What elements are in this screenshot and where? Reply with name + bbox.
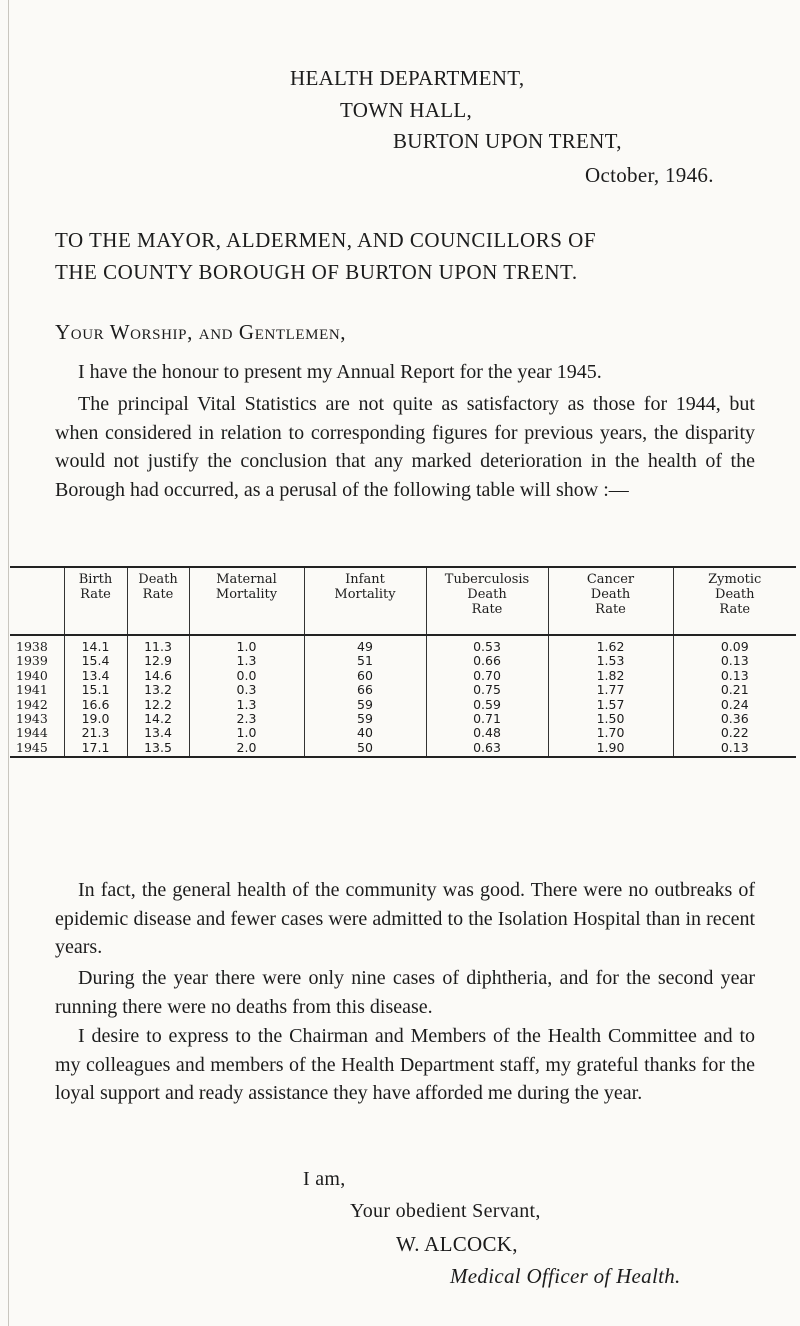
- intro-paragraph-1: [55, 358, 755, 387]
- value-cell: 0.48: [426, 726, 548, 740]
- header-date: October, 1946.: [585, 163, 714, 187]
- signature-name: W. ALCOCK,: [396, 1232, 518, 1256]
- value-cell: 59: [304, 712, 426, 726]
- intro-paragraph-1-text: I have the honour to present my Annual Report for the year 1945.: [78, 361, 602, 383]
- value-cell: 14.1: [64, 635, 127, 654]
- year-cell: 1942: [16, 696, 48, 712]
- value-cell: 0.0: [189, 669, 304, 683]
- value-cell: 40: [304, 726, 426, 740]
- table-row: [10, 635, 796, 654]
- value-cell: 51: [304, 654, 426, 668]
- year-cell: 1940: [16, 667, 48, 683]
- value-cell: 11.3: [127, 635, 189, 654]
- value-cell: 13.4: [127, 726, 189, 740]
- value-cell: 2.0: [189, 741, 304, 757]
- value-cell: 13.2: [127, 683, 189, 697]
- body-paragraph-1-text: In fact, the general health of the community was good. There were no outbreaks of epidemic disease and fewer cases were admitted to the Isolation Hospital than in recent years.: [55, 879, 755, 958]
- value-cell: 1.62: [548, 635, 673, 654]
- value-cell: 12.2: [127, 698, 189, 712]
- value-cell: 12.9: [127, 654, 189, 668]
- body-paragraph-2: [55, 964, 755, 1021]
- value-cell: 0.22: [673, 726, 796, 740]
- value-cell: 0.21: [673, 683, 796, 697]
- table-row: [10, 726, 796, 740]
- value-cell: 50: [304, 741, 426, 757]
- year-cell: 1941: [16, 682, 48, 698]
- column-header: Zymotic Death Rate: [673, 567, 796, 635]
- column-header: Cancer Death Rate: [548, 567, 673, 635]
- value-cell: 66: [304, 683, 426, 697]
- value-cell: 13.5: [127, 741, 189, 757]
- value-cell: 0.53: [426, 635, 548, 654]
- addressee-line-2: THE COUNTY BOROUGH OF BURTON UPON TRENT.: [55, 260, 578, 284]
- value-cell: 14.6: [127, 669, 189, 683]
- value-cell: 0.13: [673, 741, 796, 757]
- value-cell: 13.4: [64, 669, 127, 683]
- value-cell: 0.09: [673, 635, 796, 654]
- value-cell: 59: [304, 698, 426, 712]
- value-cell: 0.3: [189, 683, 304, 697]
- value-cell: 0.71: [426, 712, 548, 726]
- value-cell: 0.59: [426, 698, 548, 712]
- value-cell: 1.90: [548, 741, 673, 757]
- column-header: [10, 567, 64, 635]
- value-cell: 0.36: [673, 712, 796, 726]
- value-cell: 60: [304, 669, 426, 683]
- value-cell: 1.82: [548, 669, 673, 683]
- table-row: [10, 683, 796, 697]
- value-cell: 1.0: [189, 635, 304, 654]
- value-cell: 1.3: [189, 698, 304, 712]
- value-cell: 0.70: [426, 669, 548, 683]
- closing-line-2: Your obedient Servant,: [350, 1200, 541, 1222]
- table-row: [10, 712, 796, 726]
- value-cell: 15.1: [64, 683, 127, 697]
- body-paragraph-1: [55, 876, 755, 962]
- body-paragraph-3: [55, 1022, 755, 1108]
- header-line-1: HEALTH DEPARTMENT,: [290, 66, 525, 90]
- value-cell: 49: [304, 635, 426, 654]
- table-body: [10, 635, 796, 757]
- value-cell: 2.3: [189, 712, 304, 726]
- value-cell: 19.0: [64, 712, 127, 726]
- year-cell: 1944: [16, 725, 48, 741]
- value-cell: 0.63: [426, 741, 548, 757]
- column-header: Infant Mortality: [304, 567, 426, 635]
- value-cell: 1.70: [548, 726, 673, 740]
- value-cell: 0.13: [673, 654, 796, 668]
- header-line-2: TOWN HALL,: [340, 98, 473, 122]
- value-cell: 1.53: [548, 654, 673, 668]
- signature-title: Medical Officer of Health.: [450, 1264, 681, 1288]
- year-cell: 1943: [16, 711, 48, 727]
- value-cell: 16.6: [64, 698, 127, 712]
- vital-statistics-table: [10, 566, 796, 758]
- value-cell: 0.13: [673, 669, 796, 683]
- value-cell: 15.4: [64, 654, 127, 668]
- salutation: Your Worship, and Gentlemen,: [55, 320, 347, 344]
- body-paragraph-2-text: During the year there were only nine cases of diphtheria, and for the second year running there were no deaths from this disease.: [55, 967, 755, 1018]
- table-row: [10, 698, 796, 712]
- year-cell: 1945: [16, 739, 48, 755]
- column-header: Birth Rate: [64, 567, 127, 635]
- value-cell: 1.77: [548, 683, 673, 697]
- value-cell: 1.0: [189, 726, 304, 740]
- value-cell: 1.50: [548, 712, 673, 726]
- table-row: [10, 654, 796, 668]
- closing-line-1: I am,: [303, 1168, 346, 1190]
- page-edge: [8, 0, 9, 1326]
- intro-paragraph-2-text: The principal Vital Statistics are not quite as satisfactory as those for 1944, but when considered in relation to corresponding figures for previous years, the disparity would not justify the conclusion that any marked deterioration in the health of the Borough had occurred, as a perusal of the following table will show :—: [55, 393, 755, 501]
- body-paragraph-3-text: I desire to express to the Chairman and Members of the Health Committee and to my colleagues and members of the Health Department staff, my grateful thanks for the loyal support and ready assistance they have afforded me during the year.: [55, 1025, 755, 1104]
- value-cell: 0.75: [426, 683, 548, 697]
- value-cell: 0.66: [426, 654, 548, 668]
- table-header-row: [10, 567, 796, 635]
- column-header: Maternal Mortality: [189, 567, 304, 635]
- value-cell: 21.3: [64, 726, 127, 740]
- header-line-3: BURTON UPON TRENT,: [393, 129, 622, 153]
- value-cell: 1.57: [548, 698, 673, 712]
- value-cell: 0.24: [673, 698, 796, 712]
- addressee-line-1: TO THE MAYOR, ALDERMEN, AND COUNCILLORS OF: [55, 228, 596, 252]
- table-row: [10, 741, 796, 757]
- value-cell: 14.2: [127, 712, 189, 726]
- table-row: [10, 669, 796, 683]
- value-cell: 17.1: [64, 741, 127, 757]
- value-cell: 1.3: [189, 654, 304, 668]
- year-cell: 1939: [16, 653, 48, 669]
- column-header: Death Rate: [127, 567, 189, 635]
- column-header: Tuberculosis Death Rate: [426, 567, 548, 635]
- intro-paragraph-2: [55, 390, 755, 504]
- year-cell: 1938: [16, 639, 48, 654]
